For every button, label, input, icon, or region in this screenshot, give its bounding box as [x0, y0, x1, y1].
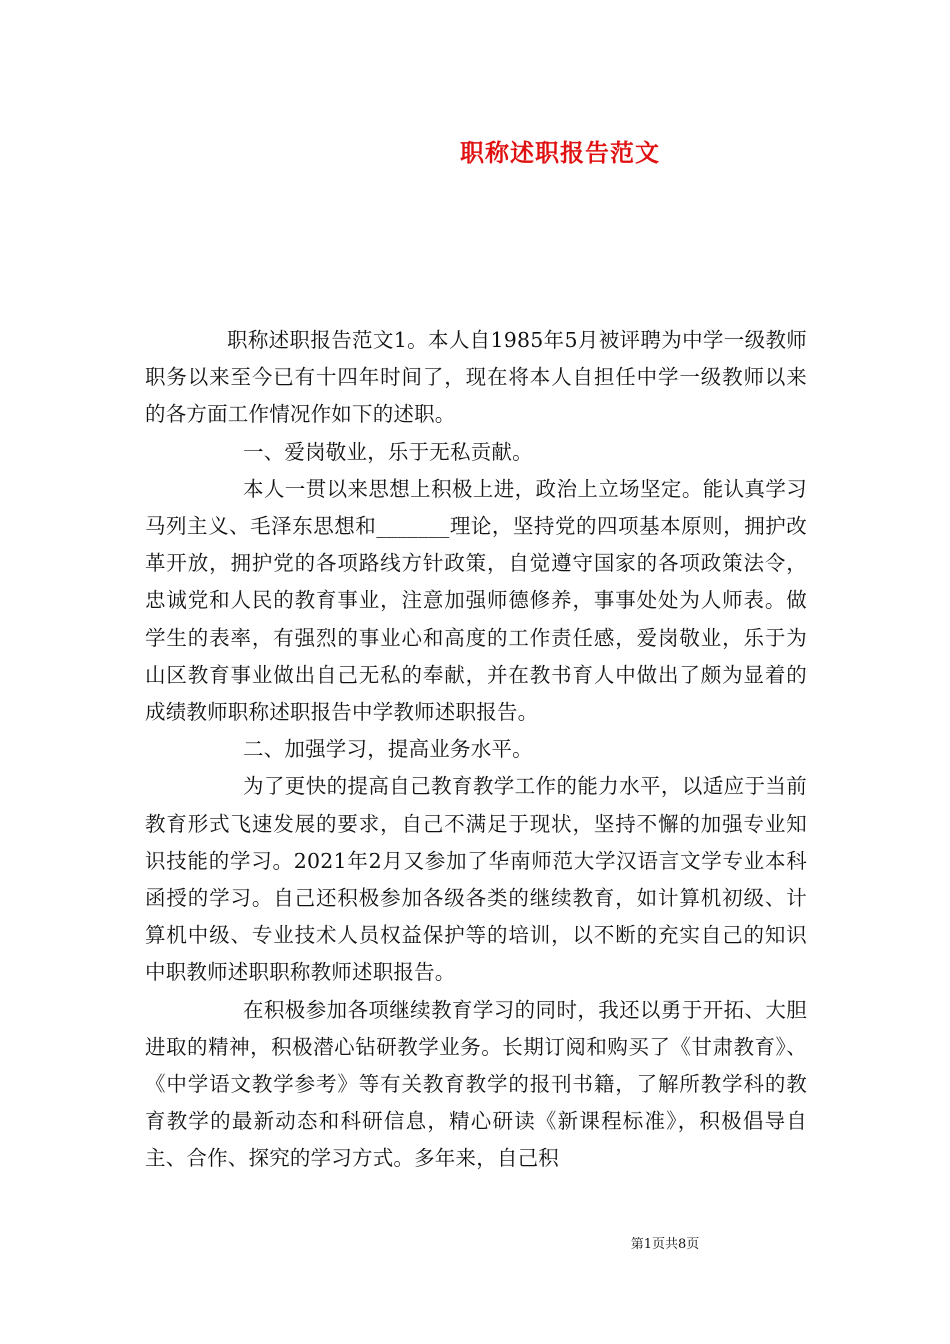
document-title: 职称述职报告范文: [460, 138, 660, 167]
paragraph-section-1: 本人一贯以来思想上积极上进，政治上立场坚定。能认真学习马列主义、毛泽东思想和_______理论，坚持党的四项基本原则，拥护改革开放，拥护党的各项路线方针政策，自觉遵守国家的各项政策法令，忠诚党和人民的教育事业，注意加强师德修养，事事处处为人师表。做学生的表率，有强烈的事业心和高度的工作责任感，爱岗敬业，乐于为山区教育事业做出自己无私的奉献，并在教书育人中做出了颇为显着的成绩教师职称述职报告中学教师述职报告。: [145, 476, 807, 725]
paragraph-intro: 职称述职报告范文1。本人自1985年5月被评聘为中学一级教师职务以来至今已有十四年时间了，现在将本人自担任中学一级教师以来的各方面工作情况作如下的述职。: [145, 328, 807, 427]
page-number-footer: 第1页共8页: [630, 1237, 700, 1252]
paragraph-section-2: 为了更快的提高自己教育教学工作的能力水平，以适应于当前教育形式飞速发展的要求，自己不满足于现状，坚持不懈的加强专业知识技能的学习。2021年2月又参加了华南师范大学汉语言文学专业本科函授的学习。自己还积极参加各级各类的继续教育，如计算机初级、计算机中级、专业技术人员权益保护等的培训，以不断的充实自己的知识中职教师述职职称教师述职报告。: [145, 774, 807, 985]
document-body: [145, 322, 807, 1178]
section-heading-2: 二、加强学习，提高业务水平。: [243, 737, 533, 762]
section-heading-1: 一、爱岗敬业，乐于无私贡献。: [243, 439, 533, 464]
paragraph-section-2-cont: 在积极参加各项继续教育学习的同时，我还以勇于开拓、大胆进取的精神，积极潜心钻研教学业务。长期订阅和购买了《甘肃教育》、《中学语文教学参考》等有关教育教学的报刊书籍，了解所教学科的教育教学的最新动态和科研信息，精心研读《新课程标准》，积极倡导自主、合作、探究的学习方式。多年来，自己积: [145, 997, 807, 1171]
